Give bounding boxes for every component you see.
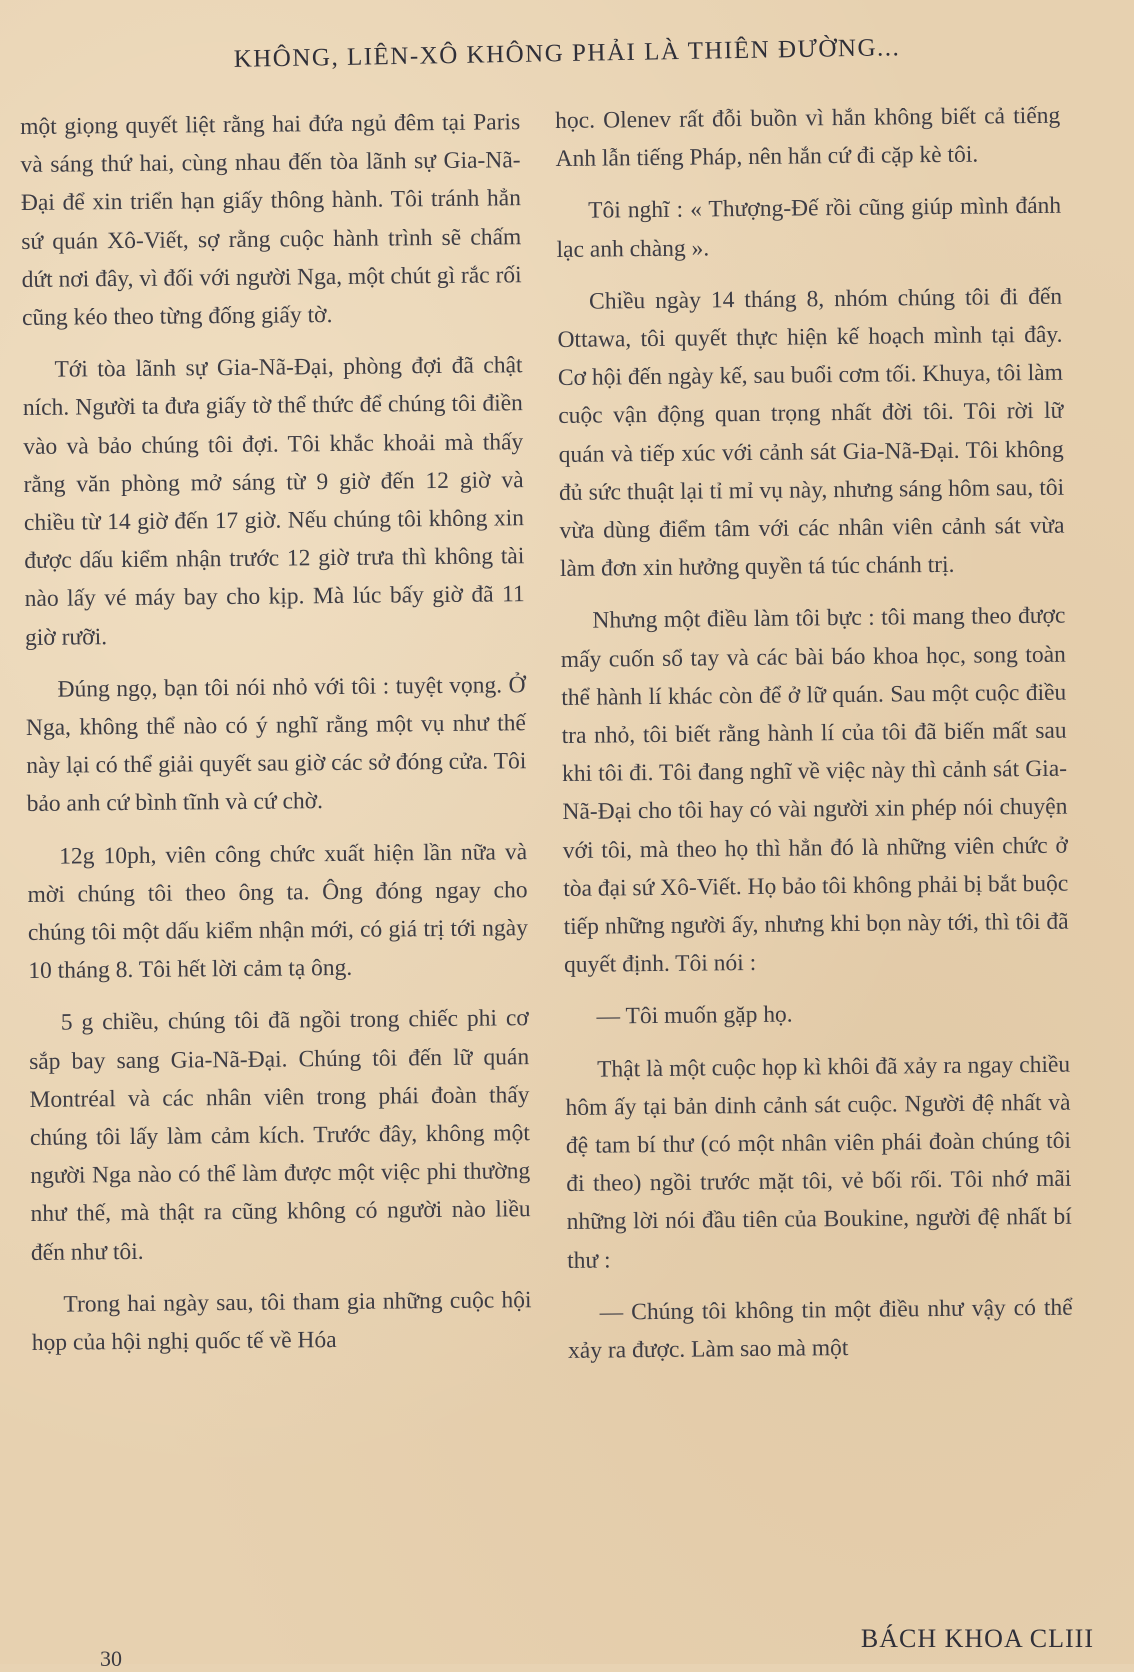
paragraph: 5 g chiều, chúng tôi đã ngồi trong chiếc phi cơ sắp bay sang Gia-Nã-Đại. Chúng tôi đến lữ quán Montréal và các nhân viên trong phái đoàn thấy chúng tôi lấy làm cảm kích. Trước đây, không một người Nga nào có thể làm được một việc phi thường như thế, mà thật ra cũng không có người nào liều đến như tôi.	[29, 1005, 531, 1266]
paragraph: Tôi nghĩ : « Thượng-Đế rồi cũng giúp mình đánh lạc anh chàng ».	[556, 193, 1062, 263]
dialogue-line: — Tôi muốn gặp họ.	[596, 1002, 793, 1031]
left-text-column	[20, 103, 532, 1376]
paragraph: Trong hai ngày sau, tôi tham gia những cuộc hội họp của hội nghị quốc tế về Hóa	[31, 1287, 532, 1357]
publication-footer: BÁCH KHOA CLIII	[860, 1624, 1094, 1653]
running-header-title: KHÔNG, LIÊN-XÔ KHÔNG PHẢI LÀ THIÊN ĐƯỜNG...	[233, 34, 901, 73]
paragraph: 12g 10ph, viên công chức xuất hiện lần nữa và mời chúng tôi theo ông ta. Ông đóng ngay cho chúng tôi một dấu kiểm nhận mới, có giá trị tới ngày 10 tháng 8. Tôi hết lời cảm tạ ông.	[27, 838, 529, 985]
page-number: 30	[100, 1646, 122, 1671]
paragraph: Thật là một cuộc họp kì khôi đã xảy ra ngay chiều hôm ấy tại bản dinh cảnh sát cuộc. Người đệ nhất và đệ tam bí thư (có một nhân viên phái đoàn chúng tôi đi theo) ngồi trước mặt tôi, vẻ bối rối. Tôi nhớ mãi những lời nói đầu tiên của Boukine, người đệ nhất bí thư :	[565, 1051, 1072, 1274]
dialogue-line: — Chúng tôi không tin một điều như vậy có thể xảy ra được. Làm sao mà một	[567, 1294, 1073, 1365]
paragraph: Đúng ngọ, bạn tôi nói nhỏ với tôi : tuyệt vọng. Ở Nga, không thể nào có ý nghĩ rằng một vụ như thế này lại có thể giải quyết sau giờ các sở đóng cửa. Tôi bảo anh cứ bình tĩnh và cứ chờ.	[25, 672, 527, 818]
paragraph: Tới tòa lãnh sự Gia-Nã-Đại, phòng đợi đã chật ních. Người ta đưa giấy tờ thể thức để chúng tôi điền vào và bảo chúng tôi đợi. Tôi khắc khoải mà thấy rằng văn phòng mở sáng từ 9 giờ đến 12 giờ và chiều từ 14 giờ đến 17 giờ. Nếu chúng tôi không xin được dấu kiểm nhận trước 12 giờ trưa thì không tài nào lấy vé máy bay cho kịp. Mà lúc bấy giờ đã 11 giờ rưỡi.	[22, 352, 525, 651]
paragraph: học. Olenev rất đỗi buồn vì hắn không biết cả tiếng Anh lẫn tiếng Pháp, nên hắn cứ đi cặp kè tôi.	[555, 102, 1061, 173]
right-text-column	[555, 97, 1073, 1385]
paragraph: Chiều ngày 14 tháng 8, nhóm chúng tôi đi đến Ottawa, tôi quyết thực hiện kế hoạch mình tại đây. Cơ hội đến ngày kế, sau buổi cơm tối. Khuya, tôi làm cuộc vận động quan trọng nhất đời tôi. Tôi rời lữ quán và tiếp xúc với cảnh sát Gia-Nã-Đại. Tôi không đủ sức thuật lại tỉ mỉ vụ này, nhưng sáng hôm sau, tôi vừa dùng điểm tâm với các nhân viên cảnh sát vừa làm đơn xin hưởng quyền tá túc chánh trị.	[557, 283, 1065, 583]
paragraph: một giọng quyết liệt rằng hai đứa ngủ đêm tại Paris và sáng thứ hai, cùng nhau đến tòa lãnh sự Gia-Nã-Đại để xin triển hạn giấy thông hành. Tôi tránh hẳn sứ quán Xô-Viết, sợ rằng cuộc hành trình sẽ chấm dứt nơi đây, vì đối với người Nga, một chút gì rắc rối cũng kéo theo từng đống giấy tờ.	[20, 109, 522, 332]
paragraph: Nhưng một điều làm tôi bực : tôi mang theo được mấy cuốn sổ tay và các bài báo khoa học, song toàn thể hành lí khác còn để ở lữ quán. Sau một cuộc điều tra nhỏ, tôi biết rằng hành lí của tôi đã biến mất sau khi tôi đi. Tôi đang nghĩ về việc này thì cảnh sát Gia-Nã-Đại cho tôi hay có vài người xin phép nói chuyện với tôi, mà theo họ thì hẳn đó là những viên chức ở tòa đại sứ Xô-Viết. Họ bảo tôi không phải bị bắt buộc tiếp những người ấy, nhưng khi bọn này tới, thì tôi đã quyết định. Tôi nói :	[560, 603, 1069, 979]
